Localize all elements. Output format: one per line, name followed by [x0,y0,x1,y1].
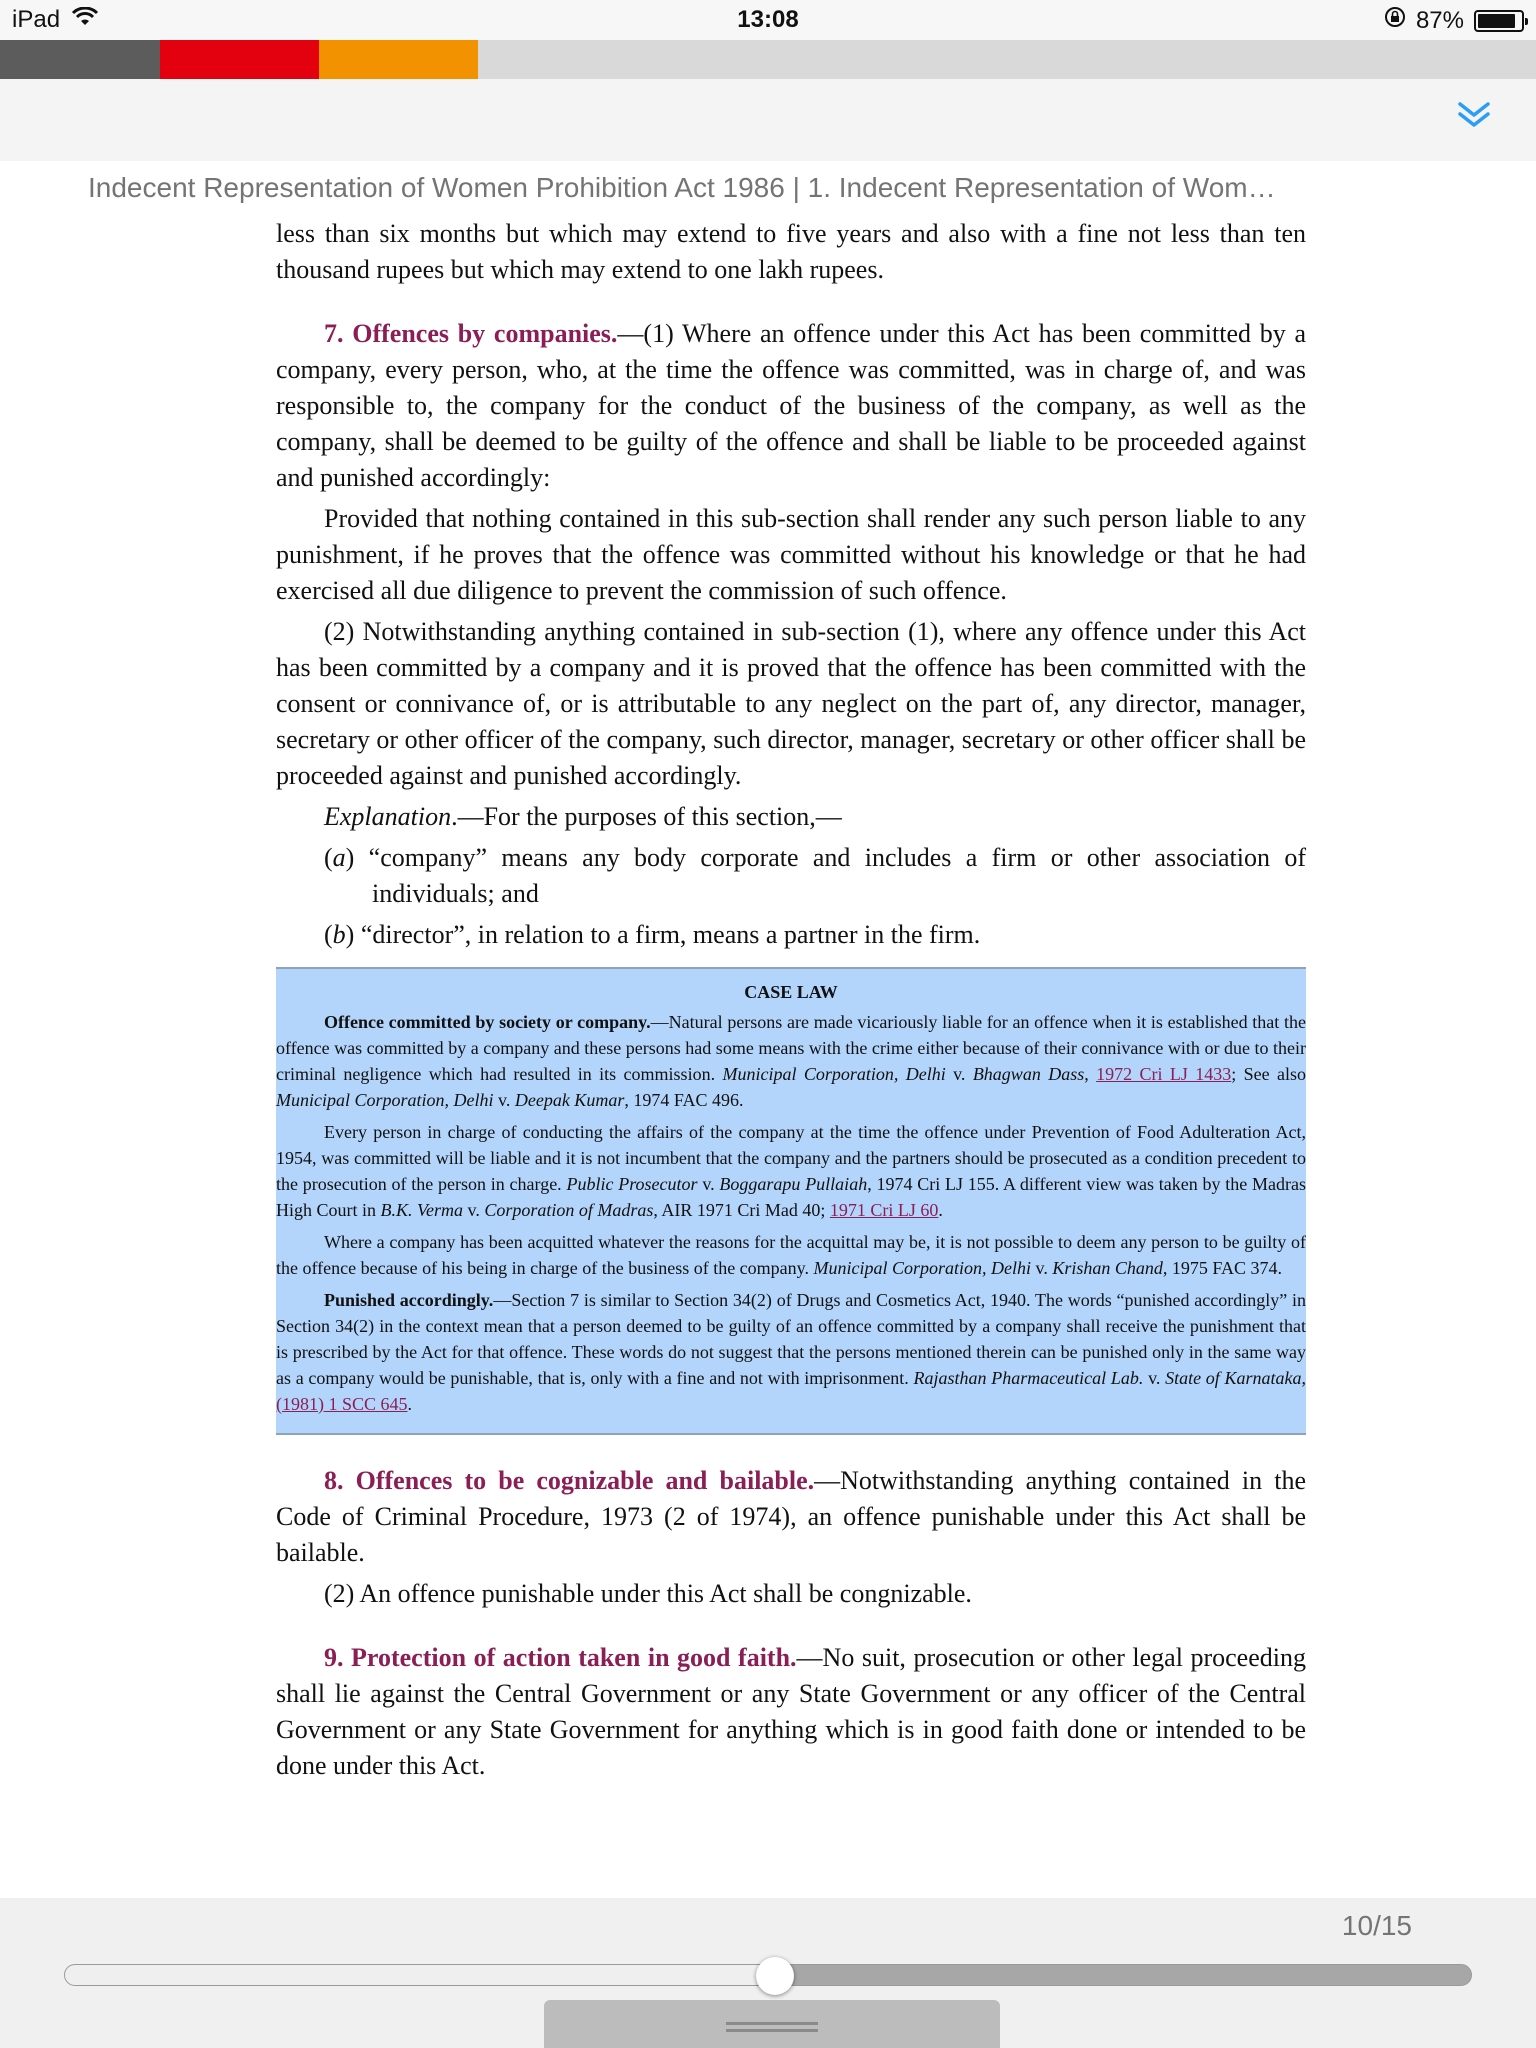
section-7-explanation [276,799,1306,835]
battery-icon [1474,10,1524,32]
case-party: Corporation of Madras [484,1200,654,1220]
explanation-text: .—For the purposes of this section,— [451,802,842,831]
case-party: B.K. Verma [380,1200,464,1220]
explanation-item-a: (a) “company” means any body corporate and includes a firm or other association of individuals; and [324,843,1306,908]
section-7-subsection-2: (2) Notwithstanding anything contained in sub-section (1), where any offence under this Act has been committed by a company and it is proved that the offence has been committed with the consent or connivance of, or is attributable to any neglect on the part of, any director, manager, secretary or other officer of the company, such director, manager, secretary or other officer shall be proceeded against and punished accordingly. [276,617,1306,790]
page-slider-thumb[interactable] [756,1957,794,1995]
item-a-label: a [332,843,346,872]
item-b-label: b [332,920,346,949]
section-8-heading: 8. Offences to be cognizable and bailable. [324,1466,815,1495]
case-party: State of Karnataka [1165,1368,1302,1388]
page-slider-progress [65,1965,776,1985]
section-9-paragraph-1 [276,1640,1306,1784]
bottom-navigation-bar [0,1898,1536,2048]
section-8-text: —Notwithstanding anything contained in the Code of Criminal Procedure, 1973 (2 of 1974), an offence punishable under this Act shall be bailable. [276,1466,1307,1567]
chapter-segment-chapter-2[interactable] [160,40,319,79]
case-law-text: . [407,1394,413,1414]
battery-level [1478,14,1515,28]
section-7-text: —(1) Where an offence under this Act has been committed by a company, every person, who, at the time the offence was committed, was in charge of, and was responsible to, the company for the conduct of the business of the company, as well as the company, shall be deemed to be guilty of the offence and shall be liable to be proceeded against and punished accordingly: [276,319,1307,492]
case-law-text: . [938,1200,943,1220]
section-9-heading: 9. Protection of action taken in good faith. [324,1643,797,1672]
citation-link-1972-cri-lj-1433[interactable]: 1972 Cri LJ 1433 [1096,1064,1232,1084]
section-7-proviso: Provided that nothing contained in this sub-section shall render any such person liable to any punishment, if he proves that the offence was committed without his knowledge or that he had exercised all due diligence to prevent the commission of such offence. [276,504,1306,605]
battery-percent: 87% [1415,6,1464,34]
citation-link-1981-1-scc-645[interactable]: (1981) 1 SCC 645 [276,1394,408,1414]
case-law-text: ; See also [1231,1064,1306,1084]
chapter-segment-remaining[interactable] [478,40,1536,79]
section-9-text: —No suit, prosecution or other legal proceeding shall lie against the Central Government or any State Government or any officer of the Central Government or any State Government for anything which is in good faith done or intended to be done under this Act. [276,1643,1306,1780]
case-law-text: v. [463,1200,485,1220]
case-law-text: —Natural persons are made vicariously liable for an offence when it is established that the offence was committed by a company and these persons had some means with the crime either because of their connivance with or due to their criminal negligence which had resulted in its commission. [276,1012,1306,1084]
case-law-text: v. [945,1064,973,1084]
case-law-text: v. [697,1174,720,1194]
status-right [1384,6,1524,35]
status-time: 13:08 [737,6,799,33]
section-7-heading: 7. Offences by companies. [324,319,618,348]
reader-toolbar [0,79,1536,161]
double-chevron-down-icon [1456,100,1492,135]
case-law-text: v. [1143,1368,1166,1388]
drawer-handle[interactable] [544,2000,1000,2048]
document-title: Indecent Representation of Women Prohibition Act 1986 | 1. Indecent Representation of Wom… [88,172,1276,203]
case-party: Public Prosecutor [566,1174,698,1194]
case-law-1-heading: Offence committed by society or company. [324,1012,651,1032]
case-law-text: , AIR 1971 Cri Mad 40; [653,1200,830,1220]
case-party: Deepak Kumar [514,1090,625,1110]
grip-icon [726,2022,818,2025]
case-law-paragraph-1 [276,1009,1306,1113]
case-law-4-heading: Punished accordingly. [324,1290,494,1310]
case-law-text: v. [493,1090,515,1110]
item-b-text: “director”, in relation to a firm, means a partner in the firm. [354,920,981,949]
case-party: Municipal Corporation, Delhi [276,1090,494,1110]
page-content [276,216,1306,1789]
case-law-paragraph-3 [276,1229,1306,1281]
case-law-title: CASE LAW [744,982,838,1002]
device-name: iPad [12,6,61,33]
section-8-subsection-2: (2) An offence punishable under this Act shall be congnizable. [324,1579,972,1608]
page-indicator: 10/15 [1341,1910,1412,1941]
collapse-toolbar-button[interactable] [1446,89,1502,145]
section-7-paragraph-1 [276,316,1306,496]
case-party: Bhagwan Dass [972,1064,1085,1084]
case-law-text: , 1974 Cri LJ 155. A different view was taken by the Madras High Court in [276,1174,1307,1220]
section-8-paragraph-1 [276,1463,1306,1571]
case-law-paragraph-4 [276,1287,1306,1417]
chapter-segment-chapter-1[interactable] [0,40,160,79]
status-bar [0,0,1536,40]
case-law-text: , [1301,1368,1306,1388]
case-law-text: , 1975 FAC 374. [1162,1258,1283,1278]
case-party: Municipal Corporation, Delhi [813,1258,1031,1278]
case-party: Krishan Chand [1052,1258,1163,1278]
chapter-navigation-bar [0,40,1536,79]
case-law-text: , 1974 FAC 496. [624,1090,744,1110]
case-party: Rajasthan Pharmaceutical Lab. [913,1368,1144,1388]
intro-paragraph: less than six months but which may extend to five years and also with a fine not less than ten thousand rupees but which may extend to one lakh rupees. [276,219,1306,284]
case-law-box [276,967,1306,1435]
item-a-text: “company” means any body corporate and includes a firm or other association of individuals; and [354,843,1306,908]
chapter-segment-chapter-3[interactable] [319,40,478,79]
case-party: Municipal Corporation, Delhi [722,1064,946,1084]
case-law-text: , [1084,1064,1097,1084]
explanation-label: Explanation [324,802,452,831]
case-law-paragraph-2 [276,1119,1306,1223]
citation-link-1971-cri-lj-60[interactable]: 1971 Cri LJ 60 [829,1200,939,1220]
case-law-text: Where a company has been acquitted whatever the reasons for the acquittal may be, it is not possible to deem any person to be guilty of the offence because of his being in charge of the business of the company. [276,1232,1306,1278]
explanation-item-b: (b) “director”, in relation to a firm, means a partner in the firm. [324,920,981,949]
case-law-text: Every person in charge of conducting the affairs of the company at the time the offence under Prevention of Food Adulteration Act, 1954, was committed will be liable and it is not incumbent that the company and the partners should be prosecuted as a condition precedent to the prosecution of the person in charge. [276,1122,1306,1194]
case-law-text: —Section 7 is similar to Section 34(2) of Drugs and Cosmetics Act, 1940. The words “punished accordingly” in Section 34(2) in the context mean that a person deemed to be guilty of an offence committed by a company shall receive the punishment that is prescribed by the Act for that offence. These words do not suggest that the persons mentioned therein can be punished only in the same way as a company would be punishable, that is, only with a fine and not with imprisonment. [276,1290,1307,1388]
case-law-text: v. [1031,1258,1053,1278]
rotation-lock-icon [1384,6,1406,35]
case-party: Boggarapu Pullaiah [719,1174,868,1194]
